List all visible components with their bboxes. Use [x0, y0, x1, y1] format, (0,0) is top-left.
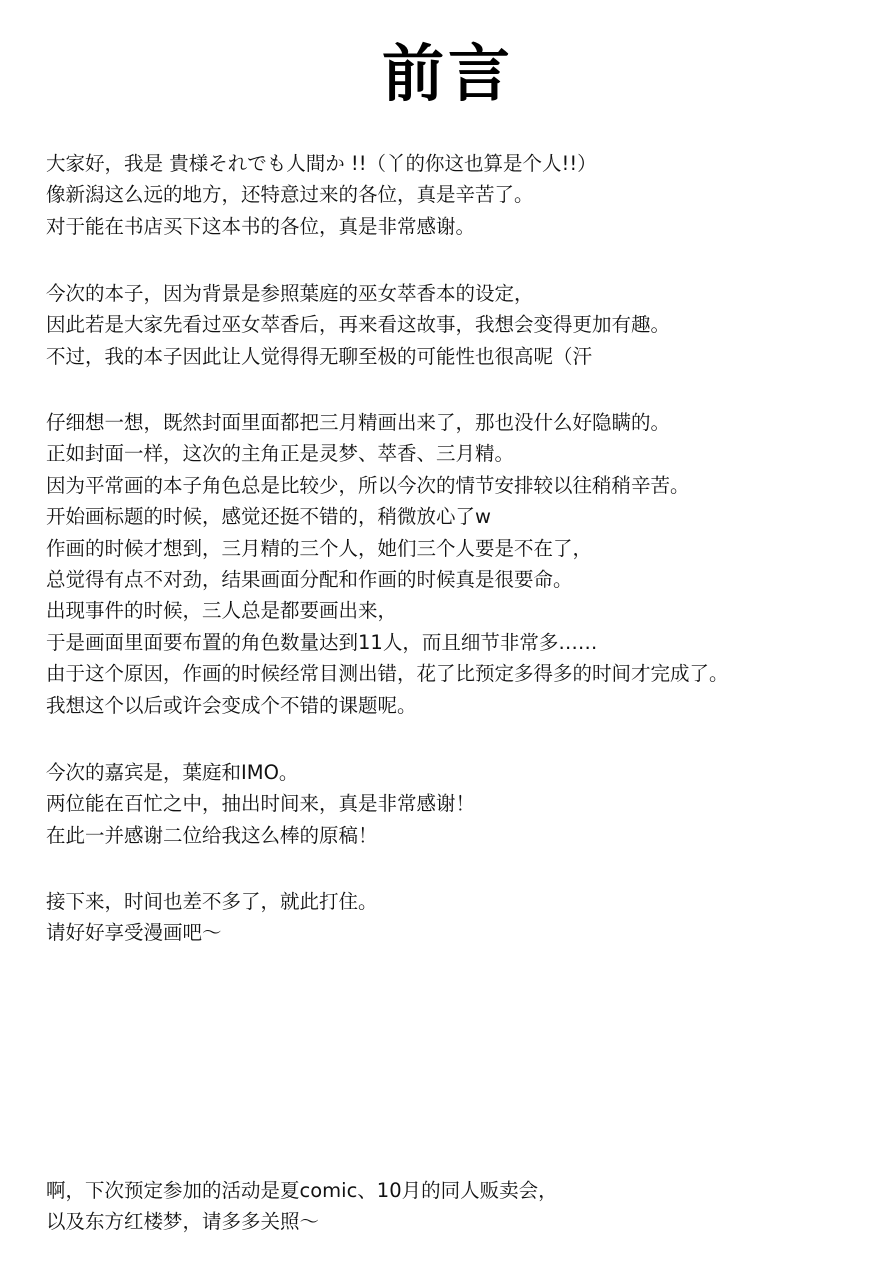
text-line: 我想这个以后或许会变成个不错的课题呢。: [46, 693, 417, 717]
paragraph-closing: [46, 886, 876, 949]
text-line: 因为平常画的本子角色总是比较少，所以今次的情节安排较以往稍稍辛苦。: [46, 473, 690, 497]
text-line: 总觉得有点不对劲，结果画面分配和作画的时候真是很要命。: [46, 568, 573, 592]
text-line: 开始画标题的时候，感觉还挺不错的，稍微放心了w: [46, 505, 491, 529]
text-line: 由于这个原因，作画的时候经常目测出错，花了比预定多得多的时间才完成了。: [46, 662, 729, 686]
page-title: 前言: [381, 37, 514, 110]
text-line: 在此一并感谢二位给我这么棒的原稿！: [46, 823, 378, 847]
paragraph-greeting: [46, 148, 876, 242]
text-line: 以及东方红楼梦，请多多关照～: [46, 1210, 320, 1234]
text-line: 今次的嘉宾是，葉庭和IMO。: [46, 761, 299, 784]
text-line: 不过，我的本子因此让人觉得得无聊至极的可能性也很高呢（汗: [46, 344, 593, 368]
text-line: 因此若是大家先看过巫女萃香后，再来看这故事，我想会变得更加有趣。: [46, 313, 671, 337]
text-line: 正如封面一样，这次的主角正是灵梦、萃香、三月精。: [46, 442, 515, 466]
text-line: 于是画面里面要布置的角色数量达到11人，而且细节非常多……: [46, 630, 598, 654]
paragraph-story: [46, 407, 876, 721]
text-line: 对于能在书店买下这本书的各位，真是非常感谢。: [46, 214, 476, 238]
paragraph-setting: [46, 278, 876, 372]
text-line: 作画的时候才想到，三月精的三个人，她们三个人要是不在了，: [46, 536, 593, 560]
text-line: 仔细想一想，既然封面里面都把三月精画出来了，那也没什么好隐瞒的。: [46, 411, 671, 434]
text-line: 出现事件的时候，三人总是都要画出来，: [46, 599, 398, 623]
text-line: 今次的本子，因为背景是参照葉庭的巫女萃香本的设定，: [46, 282, 534, 305]
text-line: 接下来，时间也差不多了，就此打住。: [46, 890, 378, 913]
paragraph-next-events: [46, 1175, 876, 1238]
text-line: 请好好享受漫画吧～: [46, 921, 222, 945]
text-line: 像新潟这么远的地方，还特意过来的各位，真是辛苦了。: [46, 183, 534, 207]
text-line: 大家好，我是 貴様それでも人間か !!（丫的你这也算是个人!!）: [46, 152, 597, 175]
text-line: 两位能在百忙之中，抽出时间来，真是非常感谢！: [46, 792, 476, 816]
text-line: 啊，下次预定参加的活动是夏comic、10月的同人贩卖会，: [46, 1179, 558, 1202]
paragraph-guests: [46, 757, 876, 851]
